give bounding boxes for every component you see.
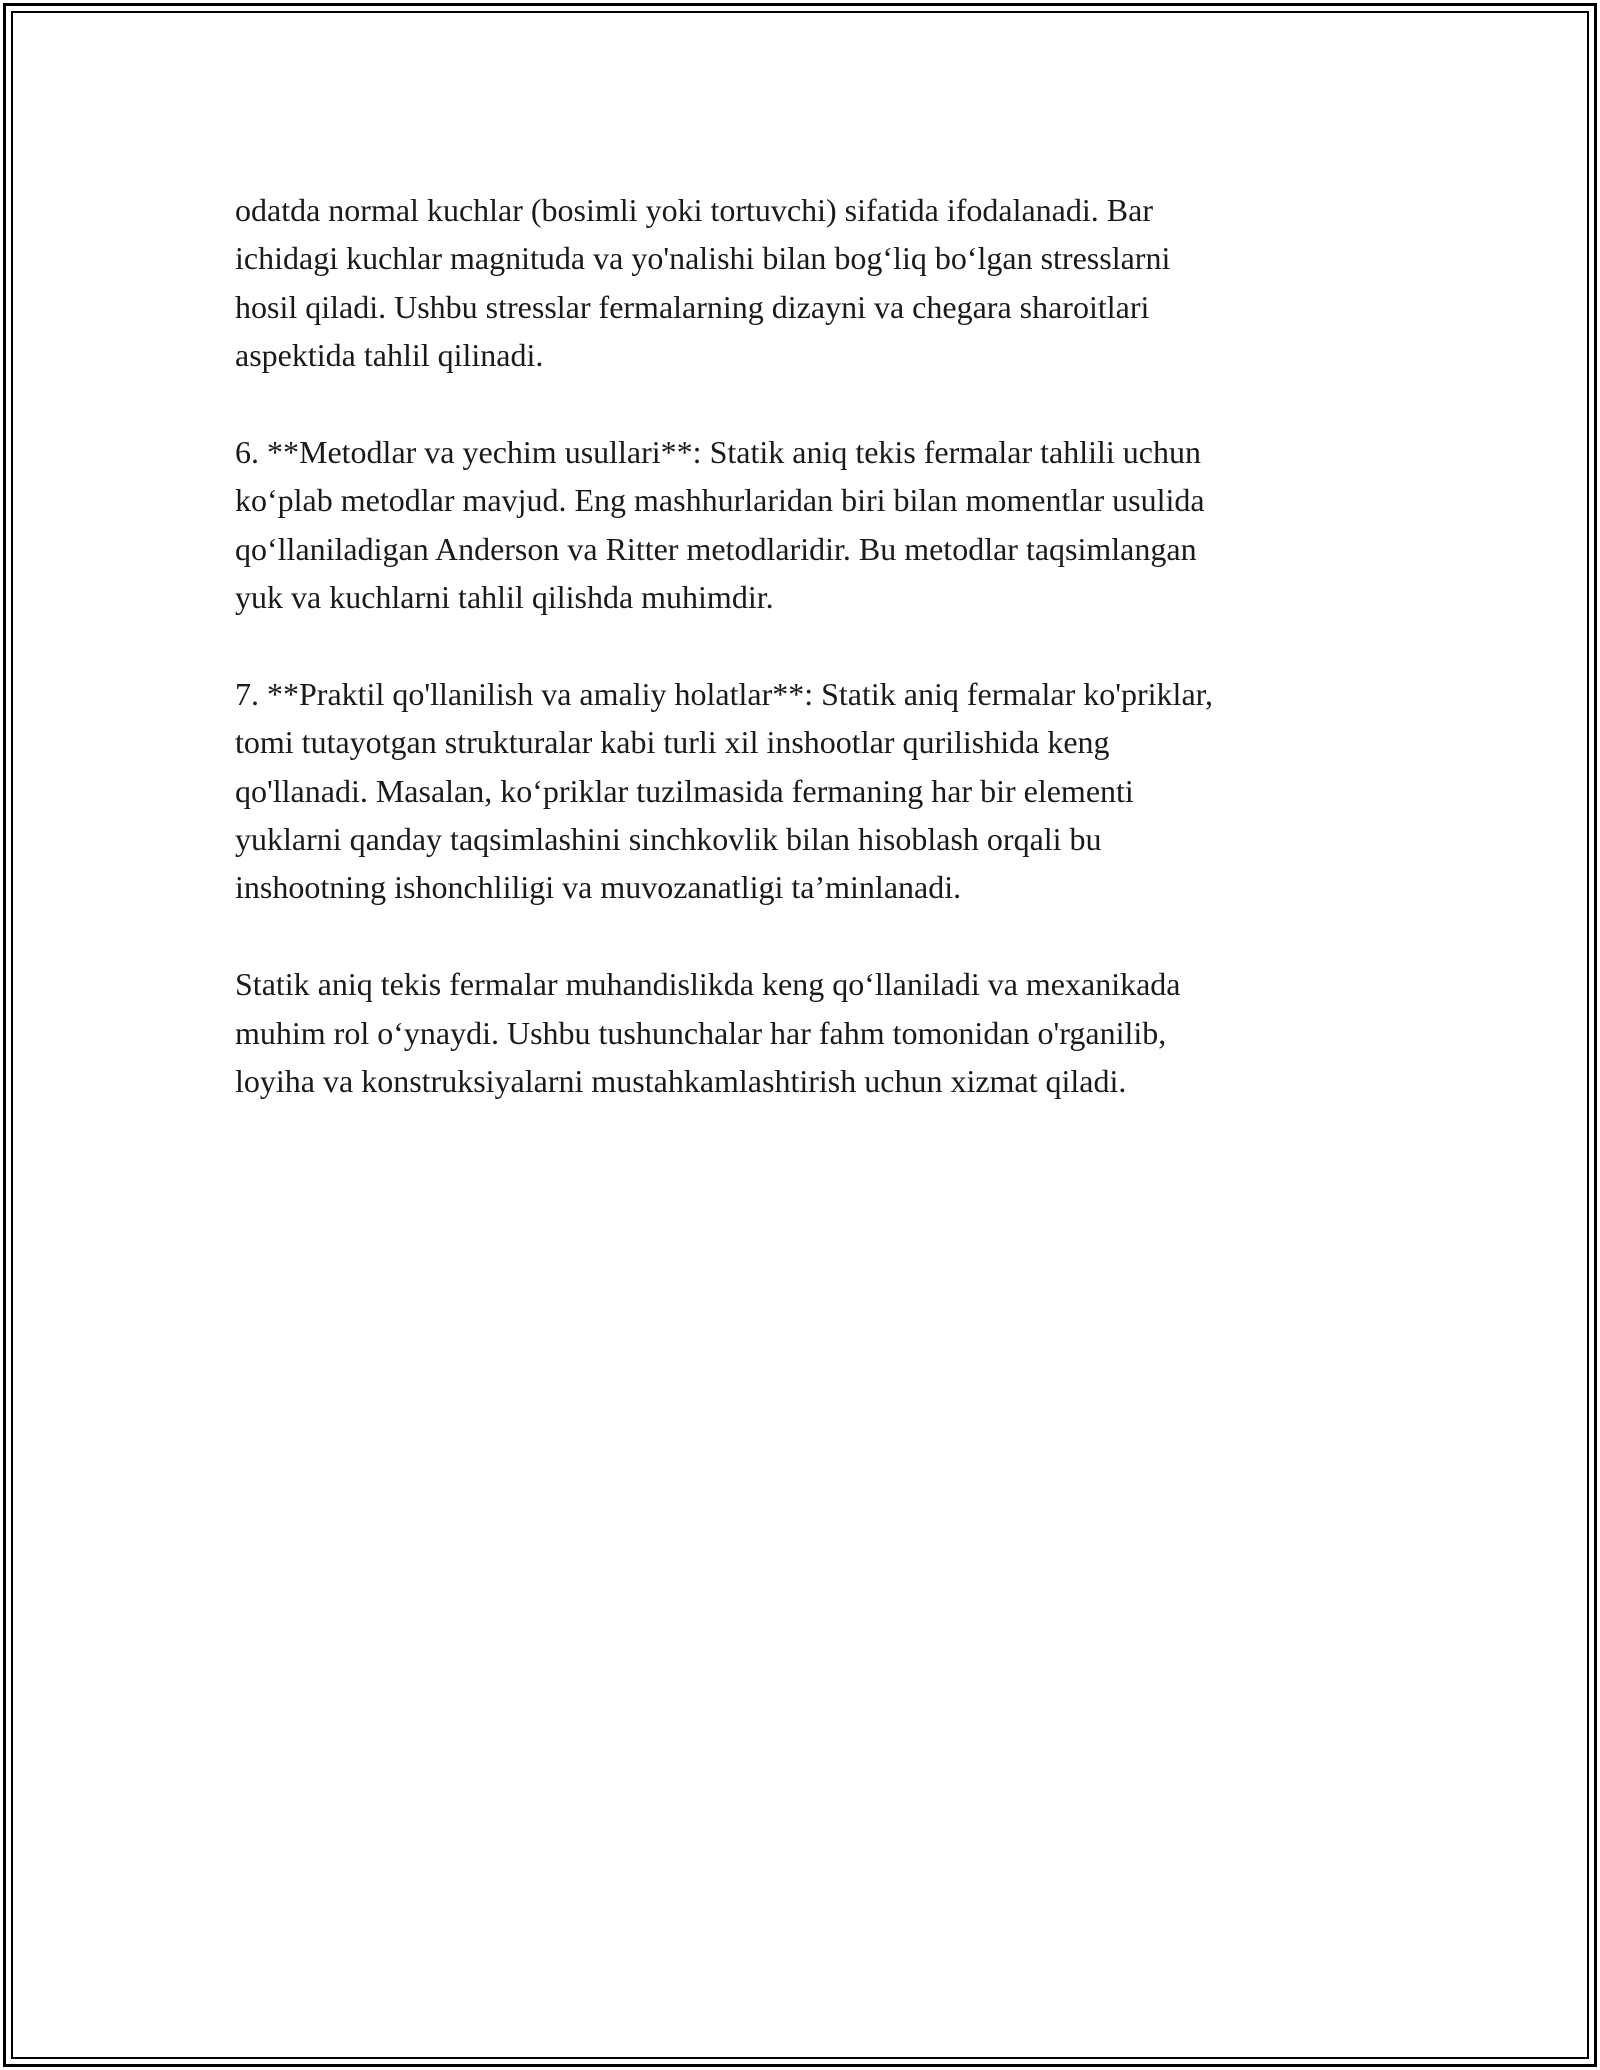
text-line: muhim rol o‘ynaydi. Ushbu tushunchalar har fahm tomonidan o'rganilib, — [235, 1014, 1167, 1051]
text-line: ichidagi kuchlar magnituda va yo'nalishi bilan bog‘liq bo‘lgan stresslarni — [235, 240, 1171, 277]
paragraph-stresses — [235, 186, 1385, 380]
text-line: yuk va kuchlarni tahlil qilishda muhimdir. — [235, 579, 774, 616]
text-line: inshootning ishonchliligi va muvozanatligi ta’minlanadi. — [235, 869, 962, 906]
paragraph-conclusion — [235, 960, 1385, 1105]
text-line: 7. **Praktil qo'llanilish va amaliy holatlar**: Statik aniq fermalar ko'priklar, — [235, 675, 1214, 712]
paragraph-practical-applications — [235, 670, 1385, 912]
text-line: tomi tutayotgan strukturalar kabi turli xil inshootlar qurilishida keng — [235, 724, 1110, 761]
document-body — [235, 186, 1385, 1154]
text-line: ko‘plab metodlar mavjud. Eng mashhurlaridan biri bilan momentlar usulida — [235, 482, 1205, 519]
text-line: odatda normal kuchlar (bosimli yoki tortuvchi) sifatida ifodalanadi. Bar — [235, 192, 1153, 228]
text-line: qo‘llaniladigan Anderson va Ritter metodlaridir. Bu metodlar taqsimlangan — [235, 530, 1197, 567]
text-line: qo'llanadi. Masalan, ko‘priklar tuzilmasida fermaning har bir elementi — [235, 772, 1134, 809]
text-line: hosil qiladi. Ushbu stresslar fermalarning dizayni va chegara sharoitlari — [235, 288, 1150, 325]
text-line: aspektida tahlil qilinadi. — [235, 337, 544, 374]
text-line: Statik aniq tekis fermalar muhandislikda keng qo‘llaniladi va mexanikada — [235, 966, 1181, 1003]
text-line: 6. **Metodlar va yechim usullari**: Statik aniq tekis fermalar tahlili uchun — [235, 433, 1201, 470]
text-line: yuklarni qanday taqsimlashini sinchkovlik bilan hisoblash orqali bu — [235, 821, 1102, 858]
paragraph-methods — [235, 428, 1385, 622]
text-line: loyiha va konstruksiyalarni mustahkamlashtirish uchun xizmat qiladi. — [235, 1063, 1127, 1100]
